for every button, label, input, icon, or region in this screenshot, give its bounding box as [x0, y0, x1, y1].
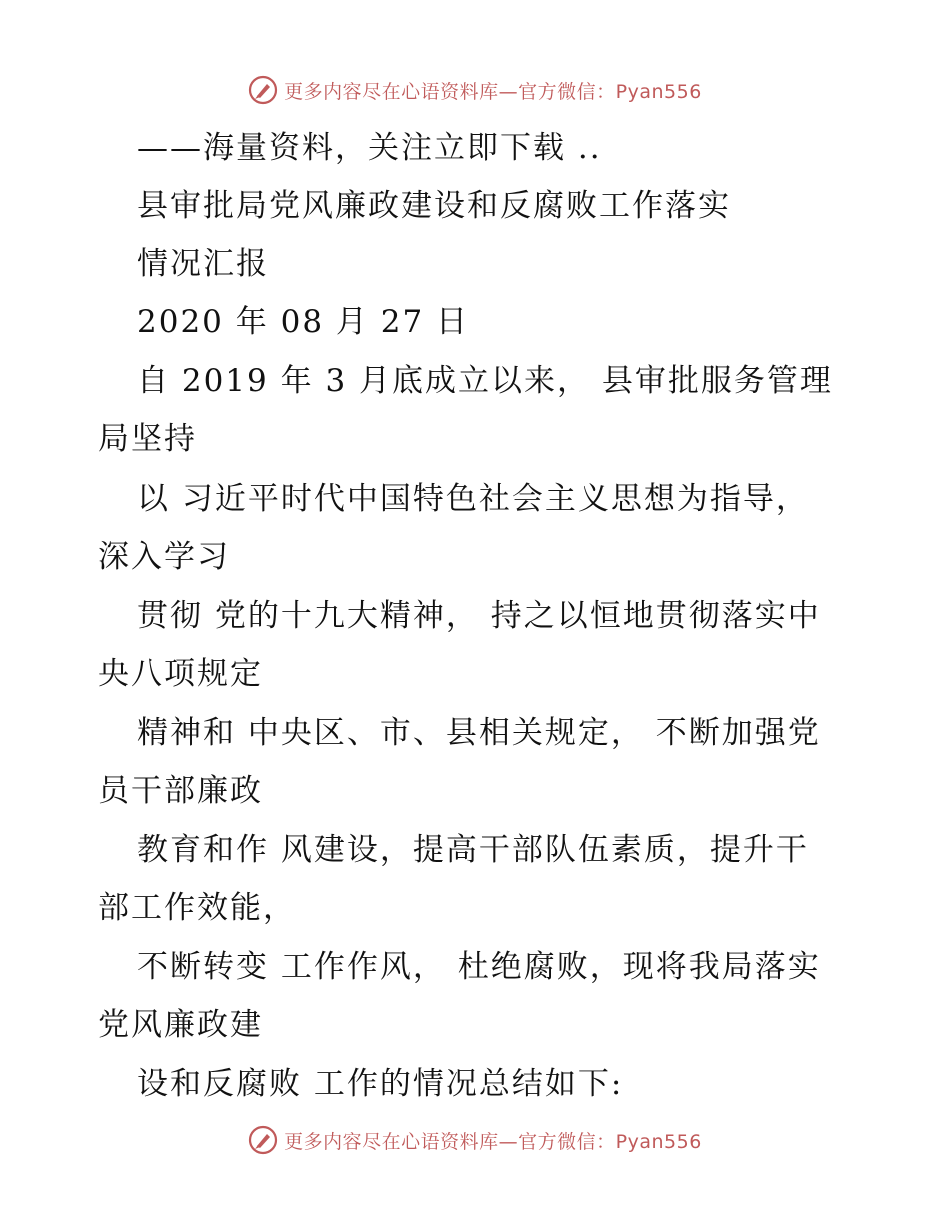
body-line: 局坚持 — [98, 421, 197, 457]
watermark-text: 更多内容尽在心语资料库—官方微信：Pyan556 — [284, 1130, 702, 1153]
body-line: 不断转变 工作作风， 杜绝腐败，现将我局落实 — [137, 949, 821, 985]
body-line: 自 2019 年 3 月底成立以来， 县审批服务管理 — [137, 363, 833, 399]
body-line: 深入学习 — [98, 539, 230, 575]
body-line: 以 习近平时代中国特色社会主义思想为指导， — [137, 481, 809, 517]
body-line: 央八项规定 — [98, 656, 263, 692]
body-line: 教育和作 风建设，提高干部队伍素质，提升干 — [137, 832, 809, 868]
body-line: 党风廉政建 — [98, 1007, 263, 1043]
body-line: 设和反腐败 工作的情况总结如下: — [137, 1066, 624, 1102]
document-date: 2020 年 08 月 27 日 — [137, 304, 470, 340]
body-line: 员干部廉政 — [98, 773, 263, 809]
pen-nib-logo-icon — [248, 75, 278, 105]
download-notice: ——海量资料，关注立即下载 .. — [137, 130, 602, 166]
watermark-header — [0, 70, 950, 110]
document-title-line-2: 情况汇报 — [137, 246, 269, 282]
watermark-footer — [0, 1120, 950, 1160]
body-line: 贯彻 党的十九大精神， 持之以恒地贯彻落实中 — [137, 598, 821, 634]
body-line: 部工作效能， — [98, 890, 296, 926]
document-title-line-1: 县审批局党风廉政建设和反腐败工作落实 — [137, 188, 731, 224]
watermark-text: 更多内容尽在心语资料库—官方微信：Pyan556 — [284, 80, 702, 103]
pen-nib-logo-icon — [248, 1125, 278, 1155]
body-line: 精神和 中央区、市、县相关规定， 不断加强党 — [137, 715, 821, 751]
